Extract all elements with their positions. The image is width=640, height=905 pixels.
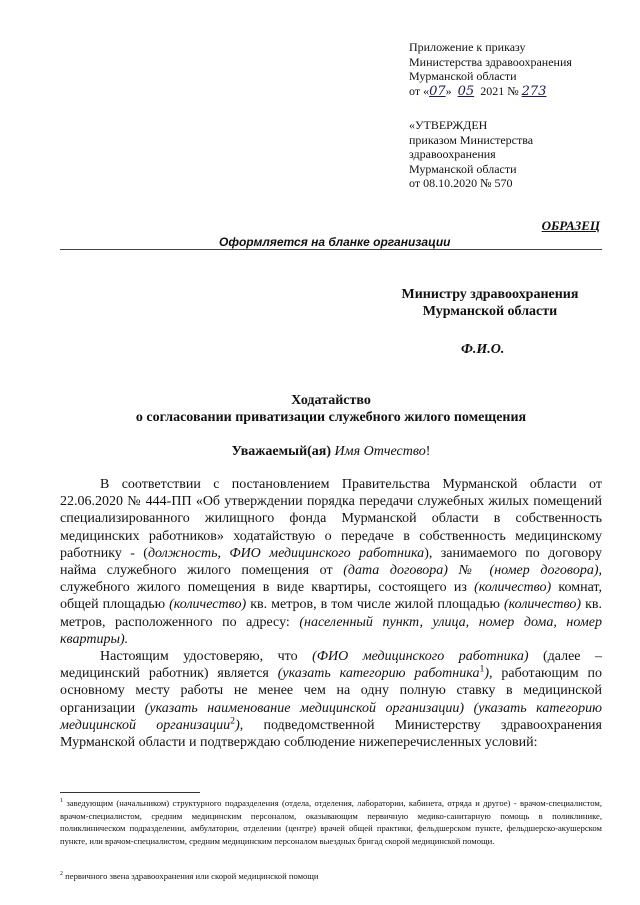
- body-text-run: служебного жилого помещения в виде квартиры, состоящего из: [60, 580, 475, 596]
- greeting: Уважаемый(ая) Имя Отчество!: [231, 444, 431, 459]
- placeholder-text: ),: [484, 666, 493, 682]
- appendix-line: Министерства здравоохранения: [409, 54, 572, 69]
- placeholder-text: ): [235, 717, 240, 733]
- body-text-run: В соответствии с постановлением Правительства Мурманской области от 22.06.2020 № 444-ПП «Об утверждении порядка передачи служебных жилых помещений специализированного жилищного фонда Мурманской области в собственность медицинских работников» ходатайствую о передаче в собственность медицинскому работнику - (: [60, 477, 602, 561]
- addressee-fio: Ф.И.О.: [461, 342, 505, 357]
- footnote-divider: [60, 792, 200, 793]
- placeholder-text: (количество): [474, 580, 552, 596]
- body-text-run: комнат, общей площадью: [60, 580, 603, 613]
- body-text-run: ), занимаемого по договору найма служебного жилого помещения от: [60, 545, 602, 579]
- placeholder-text: (населенный пункт, улица, номер дома, номер квартиры).: [60, 614, 602, 647]
- placeholder-text: (указать категорию работника: [277, 666, 480, 682]
- appendix-line: Приложение к приказу: [409, 40, 526, 54]
- body-text-run: кв. метров, расположенного по адресу:: [60, 597, 602, 630]
- approved-block: «УТВЕРЖДЕН приказом Министерства здравоохранения Мурманской области от 08.10.2020 № 570: [409, 118, 534, 190]
- appendix-day: 07: [429, 83, 446, 99]
- body-text: [60, 476, 602, 751]
- footnote-1: $^1$ заведующим (начальником) структурного подразделения (отдела, отделения, лаборатории, кабинета, отряда и другое) - врачом-специалистом, врачом-специалистом, средним медицинским персоналом, оказывающим первичную медико-санитарную помощь в поликлинике, поликлиническом подразделении, амбулатории, отделении (центре) врачей общей практики, фельдшерском пункте, фельдшерско-акушерском пункте, или врачом-специалистом, средним медицинским персоналом выездных бригад скорой медицинской помощи.: [60, 798, 602, 846]
- appendix-number: 273: [521, 83, 547, 99]
- placeholder-text: должность, ФИО медицинского работника: [147, 545, 425, 561]
- placeholder-text: (дата договора) № (номер договора),: [343, 563, 602, 579]
- letterhead-note: Оформляется на бланке организации: [219, 235, 451, 249]
- sample-label: ОБРАЗЕЦ: [541, 218, 600, 233]
- appendix-line: Мурманской области: [409, 69, 517, 83]
- appendix-month: 05: [457, 83, 475, 99]
- placeholder-text: (количество): [169, 597, 247, 613]
- body-text-run: (далее – медицинский работник) является: [60, 649, 602, 682]
- footnote-ref: 2: [230, 715, 236, 727]
- letterhead-divider: [60, 249, 602, 250]
- placeholder-text: (ФИО медицинского работника): [312, 649, 529, 665]
- footnote-ref: 1: [479, 663, 485, 675]
- body-paragraph-1: [60, 476, 602, 648]
- placeholder-text: (количество): [504, 597, 582, 613]
- appendix-date-line: от «07» 05 2021 № 273: [409, 83, 547, 99]
- body-text-run: кв. метров, в том числе жилой площадью: [246, 597, 504, 613]
- placeholder-text: (указать наименование медицинской организации) (указать категорию медицинской организации: [60, 700, 602, 733]
- body-text-run: работающим по основному месту работы не менее чем на одну полную ставку в медицинской организации: [60, 666, 602, 716]
- appendix-block: [409, 40, 629, 99]
- body-paragraph-2: [60, 648, 602, 751]
- body-text-run: , подведомственной Министерству здравоохранения Мурманской области и подтверждаю соблюдение нижеперечисленных условий:: [60, 717, 602, 751]
- footnote-2: $^2$ первичного звена здравоохранения или скорой медицинской помощи: [60, 871, 319, 881]
- addressee-block: Министру здравоохранения Мурманской области: [401, 287, 579, 319]
- body-text-run: Настоящим удостоверяю, что: [100, 649, 313, 665]
- document-title: Ходатайство о согласовании приватизации служебного жилого помещения: [135, 393, 527, 425]
